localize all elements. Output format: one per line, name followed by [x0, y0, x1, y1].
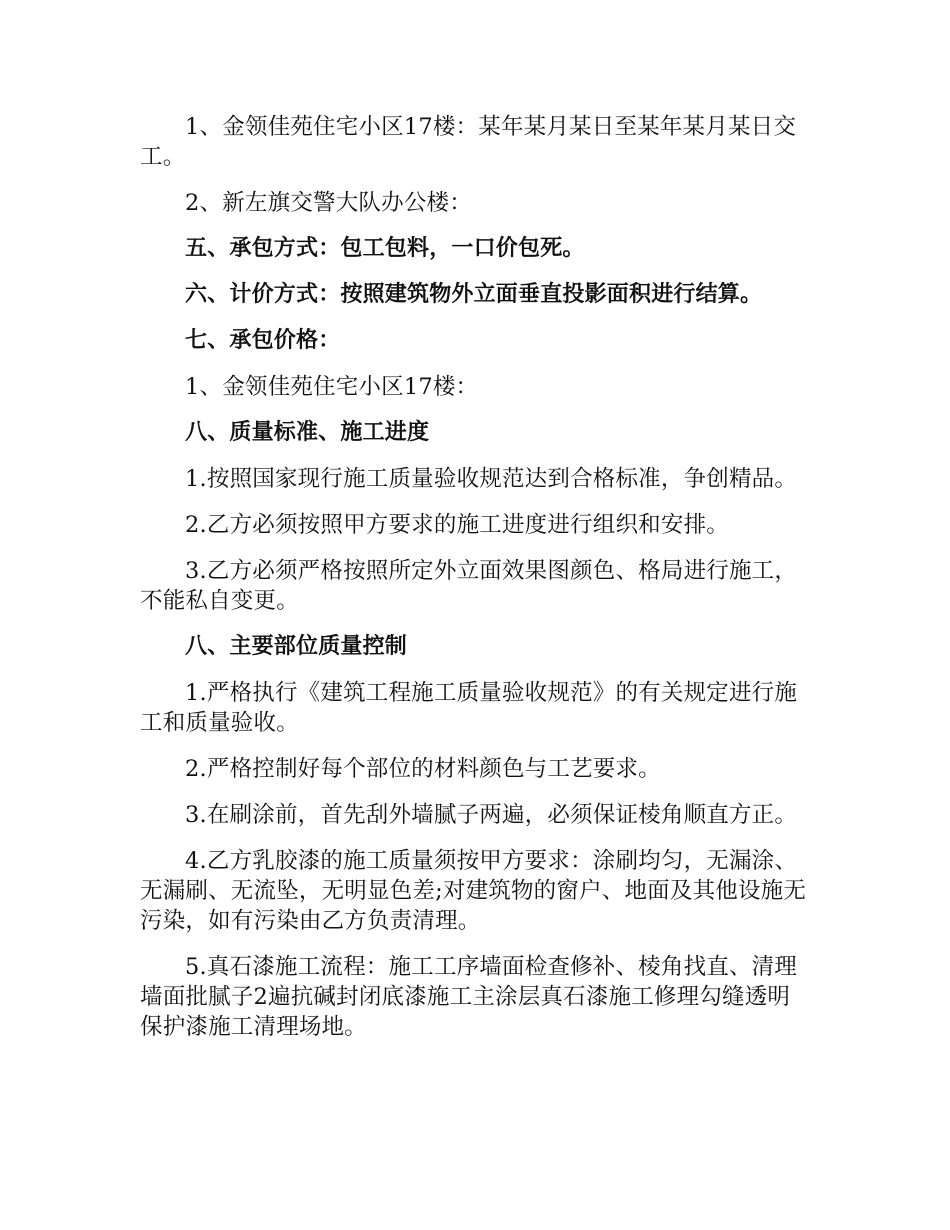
paragraph-schedule-1: 1、金领佳苑住宅小区17楼：某年某月某日至某年某月某日交工。	[140, 114, 797, 170]
heading-contract-price: 七、承包价格：	[185, 328, 341, 353]
heading-quality-schedule: 八、质量标准、施工进度	[185, 420, 430, 445]
heading-quality-control: 八、主要部位质量控制	[185, 634, 408, 659]
heading-contract-method: 五、承包方式：包工包料，一口价包死。	[185, 236, 585, 261]
heading-pricing-method: 六、计价方式：按照建筑物外立面垂直投影面积进行结算。	[185, 282, 763, 307]
paragraph-schedule-2: 2、新左旗交警大队办公楼：	[185, 190, 472, 216]
paragraph-control-3: 3.在刷涂前，首先刮外墙腻子两遍，必须保证棱角顺直方正。	[185, 802, 798, 828]
paragraph-control-2: 2.严格控制好每个部位的材料颜色与工艺要求。	[185, 756, 661, 782]
paragraph-quality-1: 1.按照国家现行施工质量验收规范达到合格标准，争创精品。	[185, 466, 798, 492]
paragraph-quality-2: 2.乙方必须按照甲方要求的施工进度进行组织和安排。	[185, 512, 729, 538]
paragraph-control-5: 5.真石漆施工流程：施工工序墙面检查修补、棱角找直、清理墙面批腻子2遍抗碱封闭底漆施工主涂层真石漆施工修理勾缝透明保护漆施工清理场地。	[140, 954, 798, 1040]
paragraph-price-1: 1、金领佳苑住宅小区17楼：	[185, 374, 479, 400]
paragraph-quality-3: 3.乙方必须严格按照所定外立面效果图颜色、格局进行施工，不能私自变更。	[140, 558, 798, 614]
paragraph-control-4: 4.乙方乳胶漆的施工质量须按甲方要求：涂刷均匀，无漏涂、无漏刷、无流坠，无明显色差;对建筑物的窗户、地面及其他设施无污染，如有污染由乙方负责清理。	[140, 848, 807, 934]
paragraph-control-1: 1.严格执行《建筑工程施工质量验收规范》的有关规定进行施工和质量验收。	[140, 680, 798, 736]
